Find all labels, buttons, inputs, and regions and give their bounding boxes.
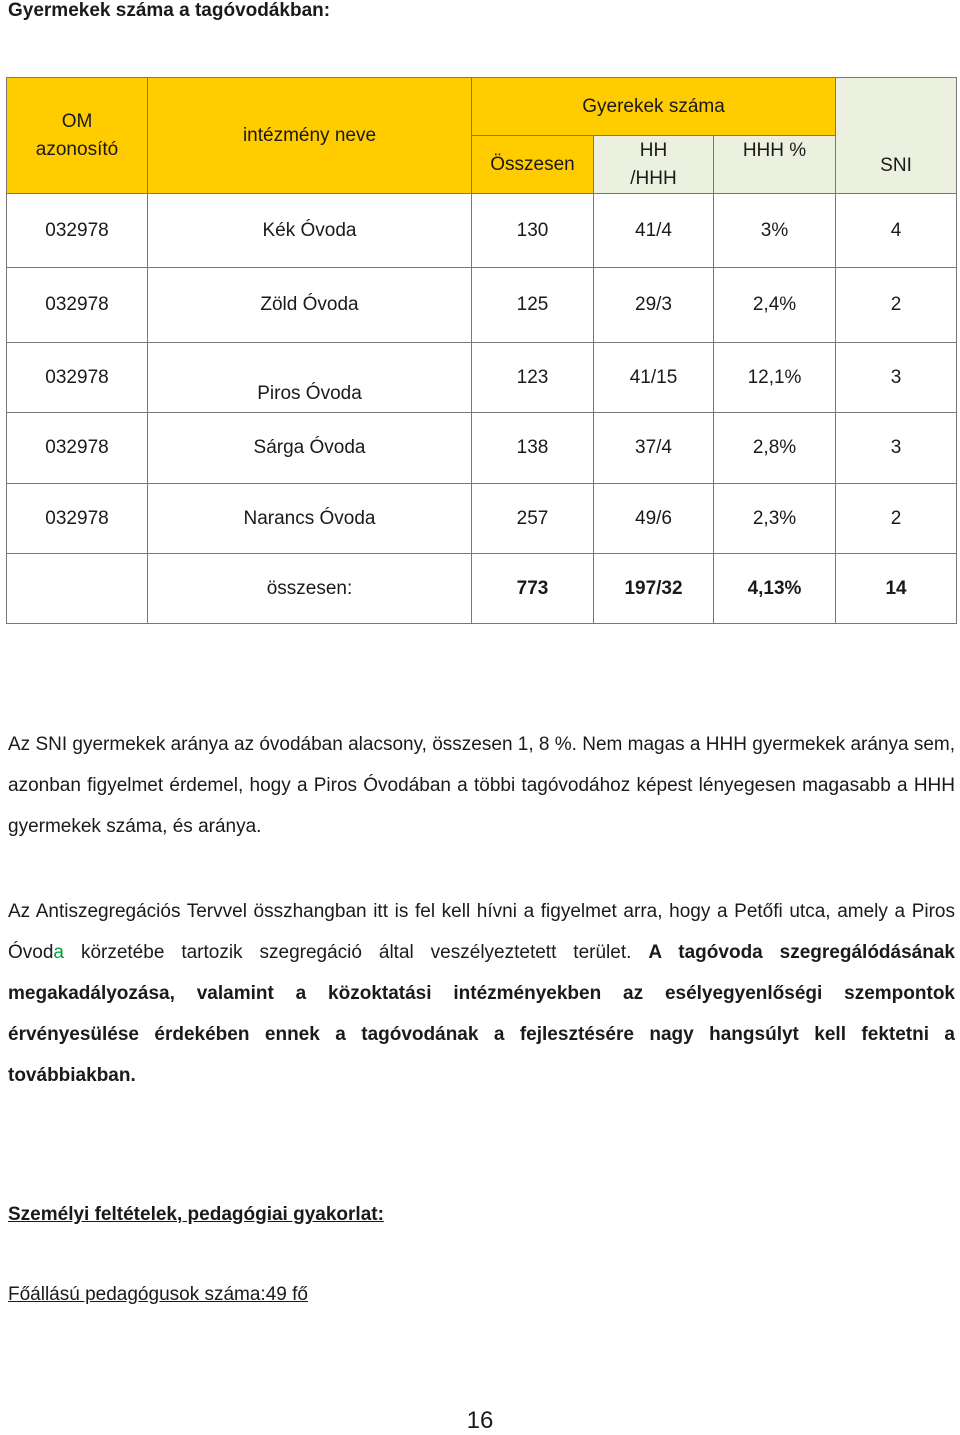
cell-om: 032978 (7, 413, 148, 484)
cell-hh: 29/3 (594, 268, 714, 343)
table-header-row (7, 78, 957, 136)
cell-hhh-pct: 3% (714, 194, 836, 268)
cell-hh: 41/4 (594, 194, 714, 268)
header-children-group: Gyerekek száma (472, 78, 836, 136)
cell-sni: 3 (836, 413, 957, 484)
paragraph2-part2: körzetébe tartozik szegregáció által veszélyeztetett terület. (64, 942, 649, 963)
page-number: 16 (466, 1407, 494, 1434)
cell-om: 032978 (7, 343, 148, 413)
cell-hhh-pct: 2,4% (714, 268, 836, 343)
paragraph2-green-letter: a (53, 942, 64, 963)
summary-label: összesen: (148, 554, 472, 624)
cell-total: 257 (472, 484, 594, 554)
header-sni: SNI (836, 78, 957, 194)
table-row (7, 268, 957, 343)
cell-name: Narancs Óvoda (148, 484, 472, 554)
subheading-personnel: Személyi feltételek, pedagógiai gyakorlat: (8, 1204, 384, 1225)
subheading-teachers-count: Főállású pedagógusok száma:49 fő (8, 1284, 308, 1305)
cell-hhh-pct: 2,8% (714, 413, 836, 484)
cell-hh: 37/4 (594, 413, 714, 484)
summary-sni: 14 (836, 554, 957, 624)
header-om: OM azonosító (7, 78, 148, 194)
paragraph-sni-ratio: Az SNI gyermekek aránya az óvodában alacsony, összesen 1, 8 %. Nem magas a HHH gyermekek aránya sem, azonban figyelmet érdemel, hogy a Piros Óvodában a többi tagóvodához képest lényegesen magasabb a HHH gyermekek száma, és aránya. (8, 734, 955, 837)
cell-name: Zöld Óvoda (148, 268, 472, 343)
summary-total: 773 (472, 554, 594, 624)
children-count-table (6, 77, 957, 624)
table-summary-row (7, 554, 957, 624)
table-row (7, 413, 957, 484)
cell-total: 138 (472, 413, 594, 484)
cell-om-empty (7, 554, 148, 624)
cell-total: 123 (472, 343, 594, 413)
cell-om: 032978 (7, 268, 148, 343)
summary-hhh-pct: 4,13% (714, 554, 836, 624)
cell-name: Kék Óvoda (148, 194, 472, 268)
table-row (7, 484, 957, 554)
cell-hhh-pct: 2,3% (714, 484, 836, 554)
paragraph2-part1: Az Antiszegregációs Tervvel összhangban itt is fel kell hívni a figyelmet arra, hogy a Petőfi utca, amely a Piros Óvod (8, 901, 955, 963)
header-total: Összesen (472, 136, 594, 194)
cell-total: 130 (472, 194, 594, 268)
cell-sni: 2 (836, 484, 957, 554)
cell-sni: 3 (836, 343, 957, 413)
section-title: Gyermekek száma a tagóvodákban: (8, 0, 331, 21)
cell-om: 032978 (7, 484, 148, 554)
summary-hh: 197/32 (594, 554, 714, 624)
cell-hh: 49/6 (594, 484, 714, 554)
cell-hhh-pct: 12,1% (714, 343, 836, 413)
cell-total: 125 (472, 268, 594, 343)
header-name: intézmény neve (148, 78, 472, 194)
cell-name: Sárga Óvoda (148, 413, 472, 484)
cell-hh: 41/15 (594, 343, 714, 413)
cell-om: 032978 (7, 194, 148, 268)
header-hhh-pct: HHH % (714, 136, 836, 194)
cell-name: Piros Óvoda (148, 343, 472, 413)
paragraph-antisegregation (8, 891, 955, 1096)
cell-sni: 2 (836, 268, 957, 343)
header-hh: HH /HHH (594, 136, 714, 194)
cell-sni: 4 (836, 194, 957, 268)
table-row (7, 194, 957, 268)
table-row (7, 343, 957, 413)
paragraph2-bold: A tagóvoda szegregálódásának megakadályozása, valamint a közoktatási intézményekben az esélyegyenlőségi szempontok érvényesülése érdekében ennek a tagóvodának a fejlesztésére nagy hangsúlyt kell fektetni a továbbiakban. (8, 942, 955, 1086)
